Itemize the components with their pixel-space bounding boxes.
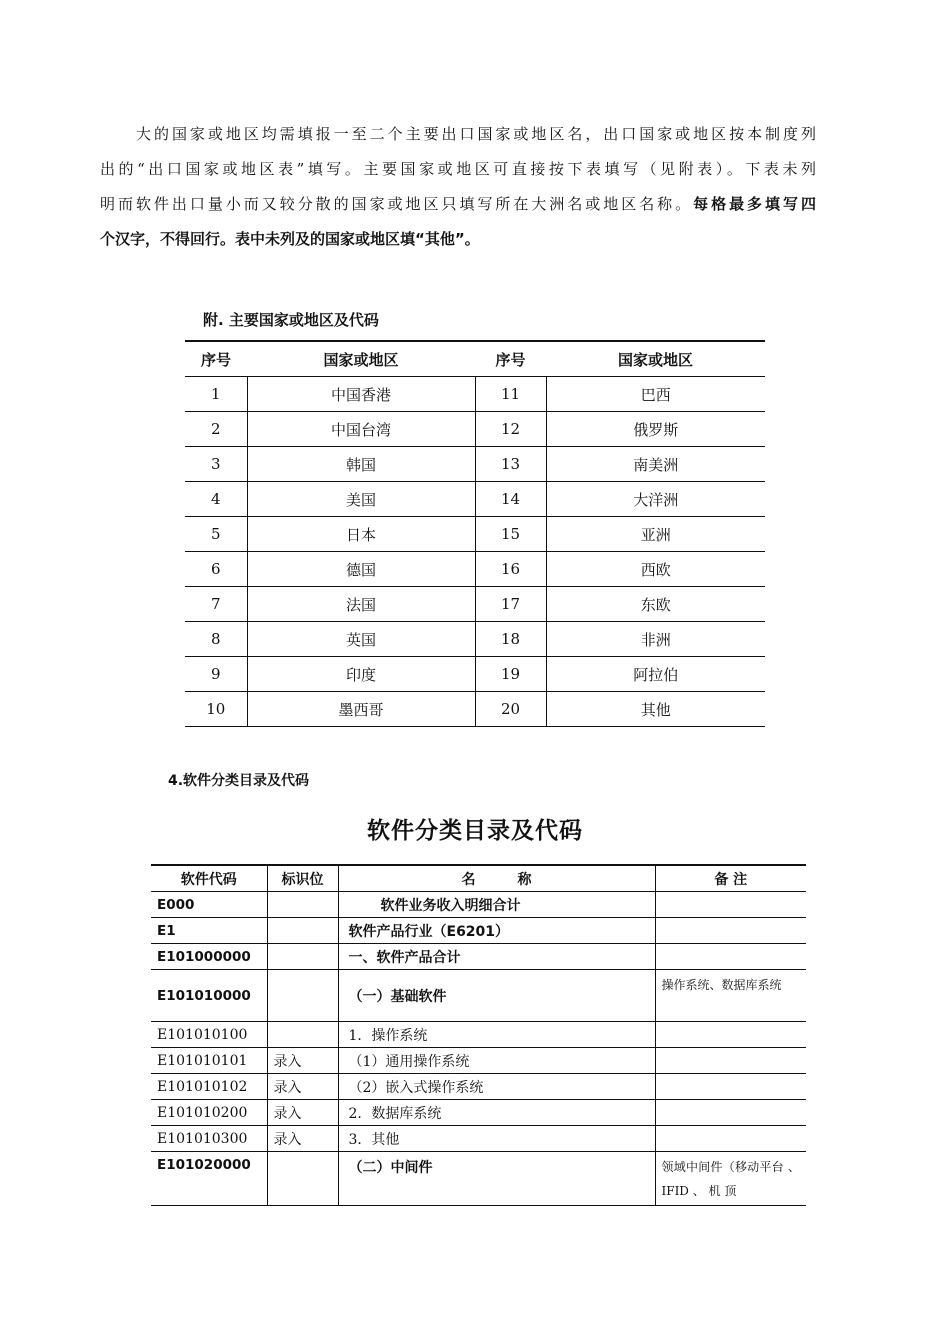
cell-name: （一）基础软件 (338, 970, 655, 1022)
cell-index: 13 (475, 447, 546, 482)
table-row (185, 377, 765, 412)
cell-code: E101010300 (151, 1126, 267, 1152)
cell-note (655, 918, 806, 944)
cell-flag: 录入 (267, 1126, 338, 1152)
table-row (151, 944, 806, 970)
column-header: 标识位 (267, 865, 338, 892)
country-code-table (185, 340, 765, 727)
table-row (185, 482, 765, 517)
column-header: 国家或地区 (546, 341, 765, 377)
cell-note (655, 1126, 806, 1152)
table-row (185, 412, 765, 447)
cell-index: 20 (475, 692, 546, 727)
table-row (185, 587, 765, 622)
paragraph-emphasis: 每格最多填写四 (693, 195, 816, 213)
table-row (185, 622, 765, 657)
table-row (151, 1022, 806, 1048)
cell-name: 3．其他 (338, 1126, 655, 1152)
cell-note (655, 1074, 806, 1100)
cell-flag (267, 944, 338, 970)
catalog-title: 软件分类目录及代码 (367, 818, 583, 844)
appendix-caption: 附. 主要国家或地区及代码 (203, 311, 379, 329)
cell-country: 东欧 (546, 587, 765, 622)
cell-name: 软件产品行业（E6201） (338, 918, 655, 944)
table-row (151, 970, 806, 1022)
cell-country: 南美洲 (546, 447, 765, 482)
cell-name: （二）中间件 (338, 1152, 655, 1206)
cell-flag (267, 1152, 338, 1206)
paragraph-line (100, 187, 816, 222)
cell-index: 5 (185, 517, 247, 552)
cell-index: 9 (185, 657, 247, 692)
cell-name: 一、软件产品合计 (338, 944, 655, 970)
software-catalog-table (151, 864, 806, 1206)
cell-note (655, 1022, 806, 1048)
cell-index: 8 (185, 622, 247, 657)
cell-code: E101010100 (151, 1022, 267, 1048)
paragraph-emphasis-line: 个汉字，不得回行。表中未列及的国家或地区填“其他”。 (100, 230, 480, 248)
cell-index: 18 (475, 622, 546, 657)
cell-index: 17 (475, 587, 546, 622)
cell-name: 软件业务收入明细合计 (338, 892, 655, 918)
cell-index: 1 (185, 377, 247, 412)
cell-country: 韩国 (247, 447, 475, 482)
column-header: 名 称 (338, 865, 655, 892)
paragraph-line: 出的“出口国家或地区表”填写。主要国家或地区可直接按下表填写（见附表）。下表未列 (100, 160, 816, 178)
cell-country: 德国 (247, 552, 475, 587)
column-header: 软件代码 (151, 865, 267, 892)
table-row (151, 1048, 806, 1074)
cell-country: 法国 (247, 587, 475, 622)
column-header: 序号 (185, 341, 247, 377)
cell-index: 19 (475, 657, 546, 692)
table-header-row (185, 341, 765, 377)
cell-note (655, 944, 806, 970)
cell-code: E101010102 (151, 1074, 267, 1100)
cell-index: 2 (185, 412, 247, 447)
table-row (185, 552, 765, 587)
cell-index: 16 (475, 552, 546, 587)
cell-index: 7 (185, 587, 247, 622)
cell-country: 大洋洲 (546, 482, 765, 517)
cell-index: 6 (185, 552, 247, 587)
cell-country: 非洲 (546, 622, 765, 657)
table-header-row (151, 865, 806, 892)
cell-code: E101010000 (151, 970, 267, 1022)
cell-note: 操作系统、数据库系统 (655, 970, 806, 1022)
cell-country: 亚洲 (546, 517, 765, 552)
cell-code: E000 (151, 892, 267, 918)
cell-code: E1 (151, 918, 267, 944)
cell-country: 美国 (247, 482, 475, 517)
cell-index: 4 (185, 482, 247, 517)
cell-flag (267, 892, 338, 918)
paragraph-line: 大的国家或地区均需填报一至二个主要出口国家或地区名，出口国家或地区按本制度列 (136, 125, 816, 143)
cell-country: 其他 (546, 692, 765, 727)
table-row (151, 918, 806, 944)
table-row (151, 1100, 806, 1126)
cell-name: 2．数据库系统 (338, 1100, 655, 1126)
cell-name: （2）嵌入式操作系统 (338, 1074, 655, 1100)
intro-paragraph (100, 117, 816, 257)
section-heading: 4.软件分类目录及代码 (168, 773, 310, 789)
table-row (185, 692, 765, 727)
cell-country: 巴西 (546, 377, 765, 412)
cell-flag (267, 970, 338, 1022)
cell-code: E101010200 (151, 1100, 267, 1126)
table-row (151, 1126, 806, 1152)
table-row (151, 892, 806, 918)
table-row (151, 1074, 806, 1100)
cell-flag: 录入 (267, 1100, 338, 1126)
cell-country: 西欧 (546, 552, 765, 587)
cell-country: 英国 (247, 622, 475, 657)
cell-country: 俄罗斯 (546, 412, 765, 447)
column-header: 序号 (475, 341, 546, 377)
cell-name: （1）通用操作系统 (338, 1048, 655, 1074)
cell-index: 11 (475, 377, 546, 412)
cell-note (655, 1048, 806, 1074)
cell-flag (267, 1022, 338, 1048)
paragraph-text: 明而软件出口量小而又较分散的国家或地区只填写所在大洲名或地区名称。 (100, 195, 694, 213)
cell-code: E101000000 (151, 944, 267, 970)
cell-flag: 录入 (267, 1048, 338, 1074)
table-row (185, 657, 765, 692)
cell-flag (267, 918, 338, 944)
cell-note: 领域中间件（移动平台 、 IFID 、 机 顶 (655, 1152, 806, 1206)
cell-country: 墨西哥 (247, 692, 475, 727)
cell-index: 12 (475, 412, 546, 447)
cell-country: 日本 (247, 517, 475, 552)
table-row (185, 447, 765, 482)
cell-flag: 录入 (267, 1074, 338, 1100)
cell-index: 15 (475, 517, 546, 552)
cell-code: E101010101 (151, 1048, 267, 1074)
table-row (151, 1152, 806, 1206)
cell-code: E101020000 (151, 1152, 267, 1206)
cell-index: 10 (185, 692, 247, 727)
cell-note (655, 892, 806, 918)
cell-index: 14 (475, 482, 546, 517)
column-header: 国家或地区 (247, 341, 475, 377)
cell-country: 中国台湾 (247, 412, 475, 447)
cell-index: 3 (185, 447, 247, 482)
table-row (185, 517, 765, 552)
cell-country: 中国香港 (247, 377, 475, 412)
cell-note (655, 1100, 806, 1126)
cell-country: 印度 (247, 657, 475, 692)
column-header: 备 注 (655, 865, 806, 892)
cell-country: 阿拉伯 (546, 657, 765, 692)
cell-name: 1．操作系统 (338, 1022, 655, 1048)
